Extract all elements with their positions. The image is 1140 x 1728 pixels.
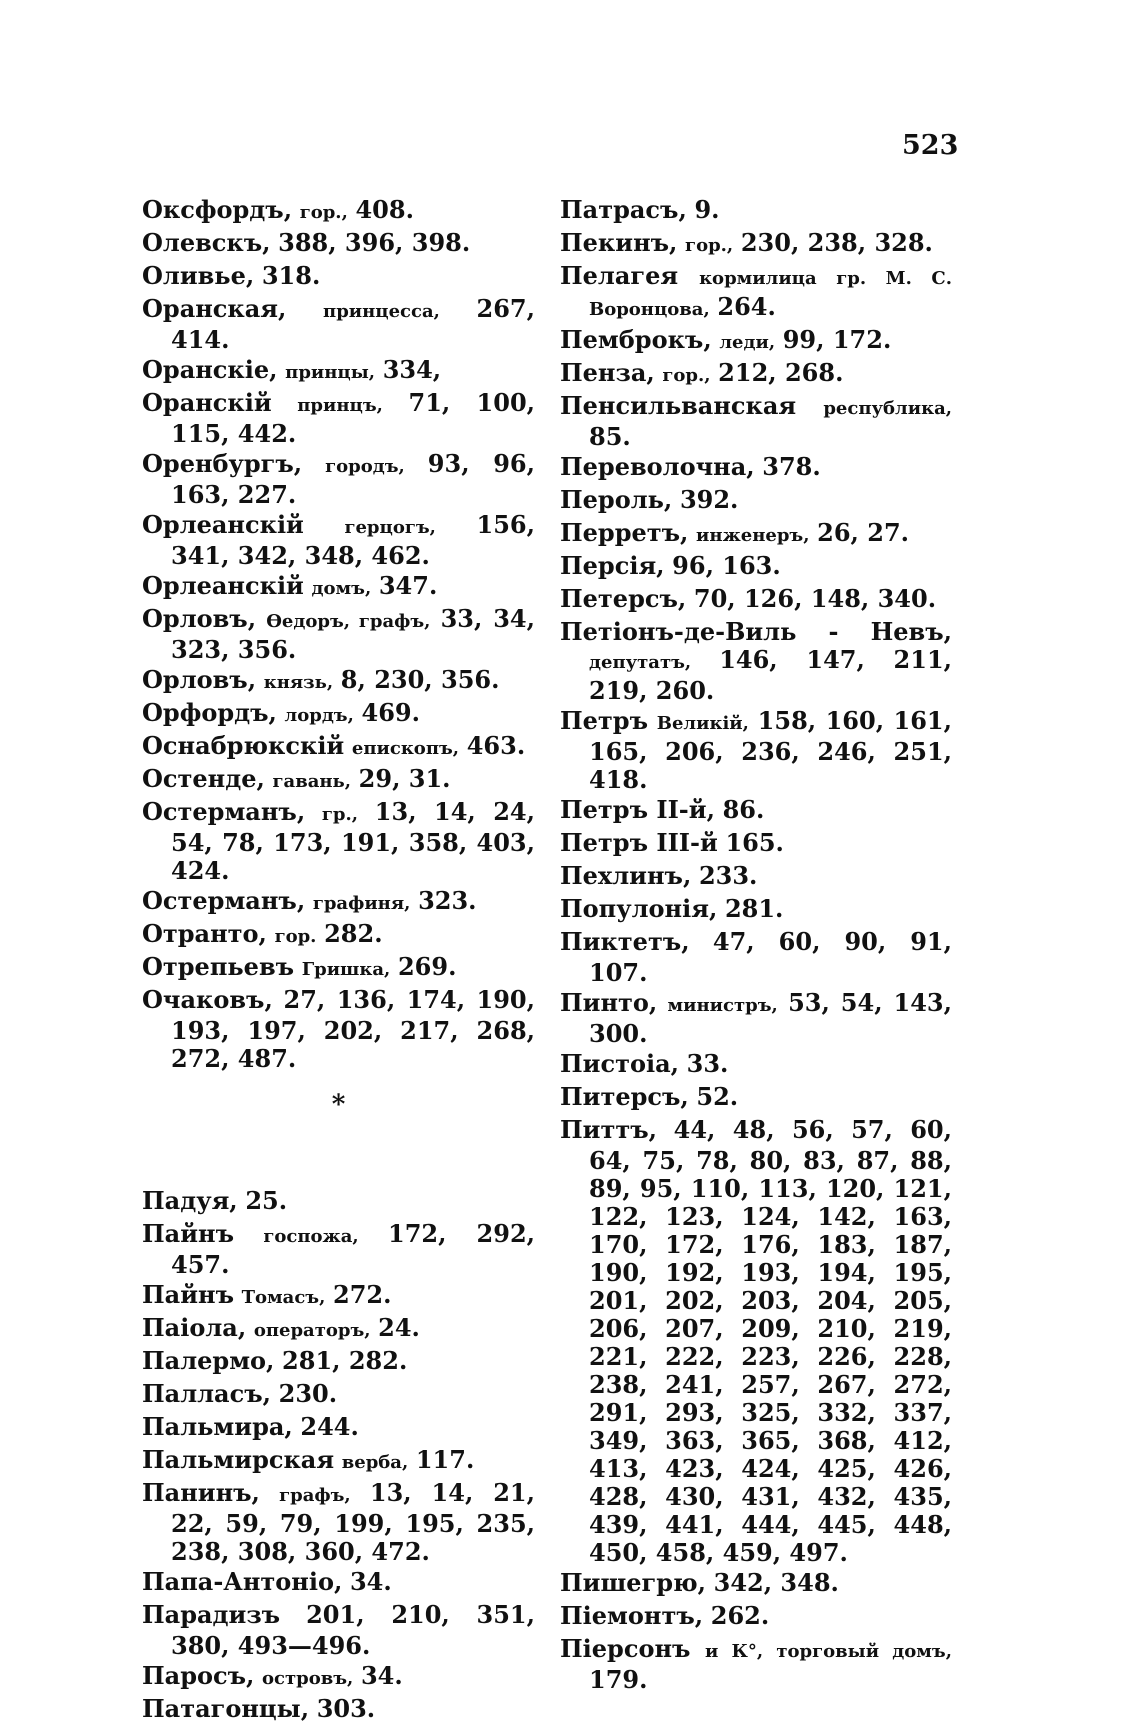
entry-headword: Оранская, [142, 294, 287, 323]
entry-page-refs: 47, 60, 90, 91, 107. [589, 927, 952, 987]
entry-note: принцы, [285, 362, 376, 383]
entry-page-refs: 158, 160, 161, 165, 206, 236, 246, 251, 418. [589, 706, 952, 794]
index-entry [142, 262, 535, 293]
entry-page-refs: 233. [698, 861, 758, 890]
entry-headword: Піемонтъ, [560, 1601, 704, 1630]
index-entry [560, 229, 952, 260]
entry-page-refs: 172, 292, 457. [171, 1219, 535, 1279]
index-entry [142, 1281, 535, 1312]
index-entry [142, 295, 535, 354]
index-entry [142, 1413, 535, 1444]
index-entry [560, 928, 952, 987]
entry-note: кормилица гр. М. С. Воронцова, [589, 268, 952, 320]
index-entry [142, 1601, 535, 1660]
entry-note: гавань, [272, 771, 352, 792]
entry-page-refs: 392. [679, 485, 739, 514]
entry-headword: Олевскъ, [142, 228, 271, 257]
entry-page-refs: 27, 136, 174, 190, 193, 197, 202, 217, 268, 272, 487. [171, 985, 535, 1073]
index-entry [560, 552, 952, 583]
index-entry [142, 887, 535, 918]
entry-headword: Пиктетъ, [560, 927, 690, 956]
entry-note: операторъ, [253, 1320, 371, 1341]
entry-page-refs: 9. [694, 195, 720, 224]
entry-page-refs: 272. [333, 1280, 392, 1309]
entry-headword: Пишегрю, [560, 1568, 706, 1597]
entry-page-refs: 33, 34, 323, 356. [171, 604, 535, 664]
entry-page-refs: 244. [300, 1412, 359, 1441]
index-entry [142, 798, 535, 885]
index-entry [142, 605, 535, 664]
entry-headword: Оранскій [142, 388, 272, 417]
entry-page-refs: 463. [466, 731, 526, 760]
entry-note: принцъ, [297, 395, 383, 416]
entry-note: островъ, [262, 1668, 354, 1689]
index-column-right [560, 196, 952, 1696]
entry-page-refs: 323. [418, 886, 477, 915]
index-entry [560, 453, 952, 484]
entry-headword: Орлеанскій [142, 571, 304, 600]
entry-page-refs: 388, 396, 398. [278, 228, 471, 257]
index-entry [142, 1479, 535, 1566]
entry-headword: Паросъ, [142, 1661, 255, 1690]
entry-note: принцесса, [323, 301, 440, 322]
index-entry [560, 519, 952, 550]
index-entry [142, 765, 535, 796]
entry-note: городъ, [325, 456, 405, 477]
entry-page-refs: 85. [589, 422, 631, 451]
entry-page-refs: 156, 341, 342, 348, 462. [171, 510, 535, 570]
entry-headword: Оранскіе, [142, 355, 278, 384]
entry-headword: Переволочна, [560, 452, 755, 481]
index-entry [142, 229, 535, 260]
index-entry [560, 989, 952, 1048]
entry-page-refs: 201, 210, 351, 380, 493—496. [171, 1600, 535, 1660]
index-entry [560, 1602, 952, 1633]
entry-headword: Петръ II-й, [560, 795, 715, 824]
entry-headword: Патрасъ, [560, 195, 687, 224]
entry-note: графъ, [279, 1485, 351, 1506]
entry-note: домъ, [311, 578, 372, 599]
index-entry [142, 1220, 535, 1279]
entry-page-refs: 71, 100, 115, 442. [171, 388, 535, 448]
index-entry [142, 920, 535, 951]
entry-headword: Пальмирская [142, 1445, 335, 1474]
entry-headword: Пемброкъ, [560, 325, 712, 354]
entry-headword: Петерсъ, [560, 584, 687, 613]
index-entry [560, 359, 952, 390]
index-entry [142, 1347, 535, 1378]
index-entry [560, 618, 952, 705]
entry-page-refs: 52. [696, 1082, 739, 1111]
entry-headword: Остерманъ, [142, 797, 306, 826]
entry-page-refs: 282. [324, 919, 383, 948]
index-entry [142, 666, 535, 697]
entry-note: министръ, [667, 995, 778, 1016]
index-entry [560, 895, 952, 926]
entry-page-refs: 13, 14, 24, 54, 78, 173, 191, 358, 403, 424. [171, 797, 535, 885]
entry-headword: Питтъ, [560, 1115, 657, 1144]
entry-note: лордъ, [284, 705, 354, 726]
index-entry [142, 389, 535, 448]
index-entry [560, 326, 952, 357]
entry-page-refs: 230. [278, 1379, 338, 1408]
index-entry [560, 1569, 952, 1600]
entry-note: графиня, [312, 893, 411, 914]
index-entry [142, 511, 535, 570]
entry-headword: Падуя, [142, 1186, 238, 1215]
entry-note: леди, [719, 332, 776, 353]
entry-note: Ѳедоръ, графъ, [266, 611, 431, 632]
entry-page-refs: 318. [261, 261, 321, 290]
entry-page-refs: 86. [722, 795, 765, 824]
entry-note: Гришка, [301, 959, 391, 980]
index-entry [142, 953, 535, 984]
entry-page-refs: 70, 126, 148, 340. [693, 584, 937, 613]
entry-page-refs: 408. [355, 195, 414, 224]
entry-headword: Петръ [560, 706, 648, 735]
entry-note: гор., [685, 235, 734, 256]
index-entry [142, 1695, 535, 1726]
entry-note: и К°, торговый домъ, [705, 1641, 952, 1662]
entry-page-refs: 99, 172. [782, 325, 892, 354]
entry-page-refs: 24. [378, 1313, 420, 1342]
entry-headword: Папа-Антоніо, [142, 1567, 343, 1596]
entry-page-refs: 378. [762, 452, 821, 481]
index-entry [560, 1635, 952, 1694]
entry-page-refs: 267, 414. [171, 294, 535, 354]
entry-headword: Пенсильванская [560, 391, 797, 420]
index-entry [560, 585, 952, 616]
entry-headword: Піерсонъ [560, 1634, 691, 1663]
entry-headword: Орфордъ, [142, 698, 277, 727]
index-entry [142, 1314, 535, 1345]
index-entry [560, 796, 952, 827]
index-entry [142, 1568, 535, 1599]
page-number: 523 [902, 130, 959, 161]
index-entry [142, 699, 535, 730]
entry-headword: Паіола, [142, 1313, 247, 1342]
entry-page-refs: 93, 96, 163, 227. [171, 449, 535, 509]
entry-headword: Оливье, [142, 261, 255, 290]
entry-page-refs: 44, 48, 56, 57, 60, 64, 75, 78, 80, 83, 87, 88, 89, 95, 110, 113, 120, 121, 122, 123, 124, 142, 163, 170, 172, 176, 183, 187, 190, 192, 193, 194, 195, 201, 202, 203, 204, 205, 206, 207, 209, 210, 219, 221, 222, 223, 226, 228, 238, 241, 257, 267, 272, 291, 293, 325, 332, 337, 349, 363, 365, 368, 412, 413, 423, 424, 425, 426, 428, 430, 431, 432, 435, 439, 441, 444, 445, 448, 450, 458, 459, 497. [589, 1115, 952, 1567]
entry-headword: Остерманъ, [142, 886, 306, 915]
entry-note: верба, [341, 1452, 409, 1473]
entry-headword: Пенза, [560, 358, 655, 387]
index-entry [142, 450, 535, 509]
index-entry [560, 196, 952, 227]
entry-note: герцогъ, [344, 517, 436, 538]
entry-note: епископъ, [351, 738, 460, 759]
entry-page-refs: 347. [378, 571, 438, 600]
index-entry [560, 1050, 952, 1081]
entry-headword: Перретъ, [560, 518, 689, 547]
entry-headword: Палермо, [142, 1346, 275, 1375]
index-entry [560, 486, 952, 517]
index-entry [560, 829, 952, 860]
entry-headword: Пинто, [560, 988, 658, 1017]
entry-headword: Орлеанскій [142, 510, 304, 539]
entry-note: гр., [321, 804, 359, 825]
entry-headword: Патагонцы, [142, 1694, 310, 1723]
entry-headword: Остенде, [142, 764, 265, 793]
entry-headword: Парадизъ [142, 1600, 281, 1629]
entry-headword: Пальмира, [142, 1412, 293, 1441]
entry-page-refs: 29, 31. [358, 764, 451, 793]
entry-page-refs: 230, 238, 328. [740, 228, 933, 257]
entry-headword: Оснабрюкскій [142, 731, 345, 760]
entry-headword: Питерсъ, [560, 1082, 689, 1111]
entry-page-refs: 96, 163. [672, 551, 781, 580]
entry-headword: Пекинъ, [560, 228, 678, 257]
index-entry [560, 707, 952, 794]
entry-headword: Отранто, [142, 919, 267, 948]
entry-page-refs: 117. [415, 1445, 475, 1474]
section-separator: * [331, 1090, 346, 1120]
entry-headword: Очаковъ, [142, 985, 273, 1014]
entry-headword: Оксфордъ, [142, 195, 293, 224]
entry-note: гор. [274, 926, 317, 947]
entry-page-refs: 146, 147, 211, 219, 260. [589, 645, 952, 705]
entry-headword: Пайнъ [142, 1219, 234, 1248]
index-entry [142, 1446, 535, 1477]
index-entry [142, 1380, 535, 1411]
entry-note: князь, [263, 672, 334, 693]
entry-page-refs: 262. [710, 1601, 770, 1630]
index-entry [142, 356, 535, 387]
entry-headword: Панинъ, [142, 1478, 260, 1507]
index-entry [560, 1116, 952, 1567]
entry-page-refs: 281. [724, 894, 784, 923]
entry-note: Великій, [656, 713, 749, 734]
entry-headword: Палласъ, [142, 1379, 271, 1408]
entry-page-refs: 269. [397, 952, 457, 981]
index-column-left [142, 196, 535, 1728]
entry-page-refs: 25. [245, 1186, 288, 1215]
entry-note: депутатъ, [589, 652, 692, 673]
entry-note: Томасъ, [241, 1287, 326, 1308]
entry-page-refs: 53, 54, 143, 300. [589, 988, 952, 1048]
entry-page-refs: 469. [361, 698, 420, 727]
entry-headword: Пистоіа, [560, 1049, 679, 1078]
index-entry [560, 262, 952, 324]
entry-headword: Оренбургъ, [142, 449, 303, 478]
entry-page-refs: 26, 27. [817, 518, 910, 547]
entry-headword: Орловъ, [142, 604, 257, 633]
index-entry [560, 392, 952, 451]
entry-page-refs: 34. [360, 1661, 403, 1690]
entry-page-refs: 33. [686, 1049, 729, 1078]
entry-page-refs: 179. [589, 1665, 648, 1694]
entry-headword: Персія, [560, 551, 665, 580]
entry-note: республика, [823, 398, 952, 419]
entry-headword: Пелагея [560, 261, 679, 290]
entry-note: инженеръ, [696, 525, 810, 546]
entry-page-refs: 334, [382, 355, 442, 384]
index-entry [142, 1187, 535, 1218]
entry-group-o [142, 196, 535, 1073]
entry-page-refs: 34. [349, 1567, 392, 1596]
index-entry [142, 732, 535, 763]
index-entry [142, 196, 535, 227]
entry-page-refs: 8, 230, 356. [340, 665, 500, 694]
index-entry [560, 862, 952, 893]
entry-page-refs: 13, 14, 21, 22, 59, 79, 199, 195, 235, 238, 308, 360, 472. [171, 1478, 535, 1566]
entry-page-refs: 303. [316, 1694, 376, 1723]
entry-headword: Пехлинъ, [560, 861, 692, 890]
index-entry [142, 572, 535, 603]
entry-note: госпожа, [263, 1226, 359, 1247]
entry-headword: Орловъ, [142, 665, 257, 694]
index-entry [142, 986, 535, 1073]
entry-page-refs: 264. [717, 292, 776, 321]
entry-page-refs: 281, 282. [282, 1346, 408, 1375]
entry-group-p [142, 1187, 535, 1726]
entry-headword: Пероль, [560, 485, 673, 514]
entry-page-refs: 342, 348. [713, 1568, 839, 1597]
entry-headword: Популонія, [560, 894, 718, 923]
entry-headword: Отрепьевъ [142, 952, 295, 981]
entry-headword: Петіонъ-де-Виль - Невъ, [560, 617, 952, 646]
entry-headword: Пайнъ [142, 1280, 234, 1309]
entry-headword: Петръ III-й [560, 828, 718, 857]
entry-page-refs: 212, 268. [718, 358, 844, 387]
index-entry [142, 1662, 535, 1693]
entry-note: гор., [662, 365, 711, 386]
entry-note: гор., [299, 202, 348, 223]
entry-page-refs: 165. [725, 828, 784, 857]
index-entry [560, 1083, 952, 1114]
